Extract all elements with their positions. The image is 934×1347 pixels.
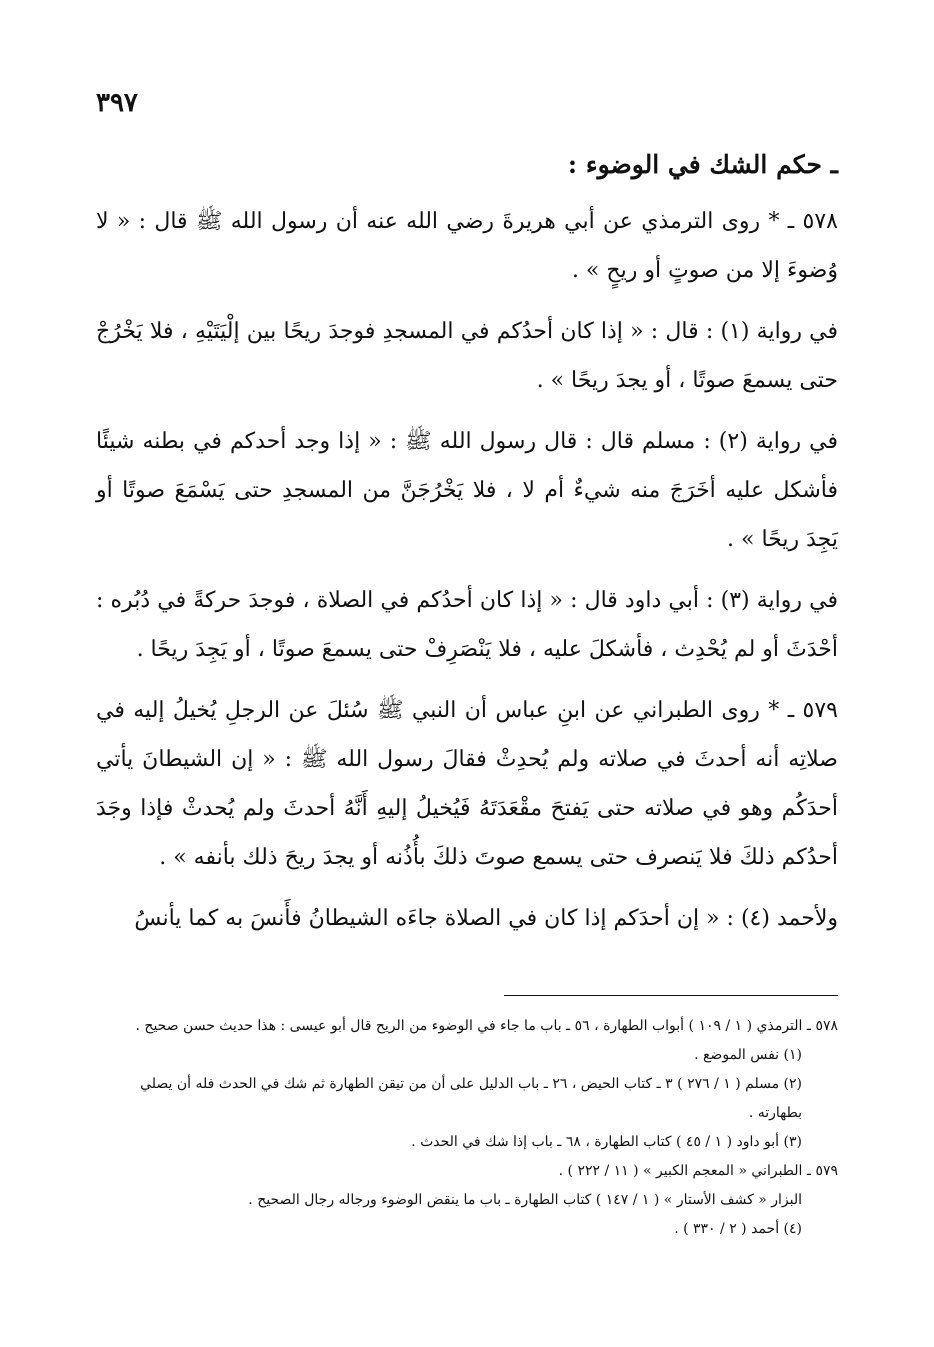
- footnote-4: (٤) أحمد ( ٢ / ٣٣٠ ) .: [674, 1221, 802, 1237]
- hadith-578: ٥٧٨ ـ * روى الترمذي عن أبي هريرةَ رضي الله عنه أن رسول الله ﷺ قال : « لا وُضوءَ إلا من صوتٍ أو ريحٍ » .: [96, 209, 838, 283]
- footnote-divider: [504, 995, 838, 996]
- footnote-1: (١) نفس الموضع .: [694, 1047, 802, 1063]
- footnote-578: ٥٧٨ ـ الترمذي ( ١ / ١٠٩ ) أبواب الطهارة ، ٥٦ ـ باب ما جاء في الوضوء من الريح قال أبو عيسى : هذا حديث حسن صحيح .: [135, 1018, 838, 1034]
- footnotes: [96, 1012, 838, 1244]
- riwaya-2: في رواية (٢) : مسلم قال : قال رسول الله ﷺ : « إذا وجد أحدكم في بطنه شيئًا فأشكل عليه أخَرَجَ منه شيءٌ أم لا ، فلا يَخْرُجَنَّ من المسجدِ حتى يَسْمَعَ صوتًا أو يَجِدَ ريحًا » .: [96, 429, 838, 552]
- footnote-579: ٥٧٩ ـ الطبراني « المعجم الكبير » ( ١١ / ٢٢٢ ) .: [558, 1163, 838, 1179]
- footnote-2: (٢) مسلم ( ١ / ٢٧٦ ) ٣ ـ كتاب الحيض ، ٢٦ ـ باب الدليل على أن من تيقن الطهارة ثم شك في الحدث فله أن يصلي بطهارته .: [140, 1076, 802, 1121]
- page-number: ٣٩٧: [96, 88, 138, 118]
- riwaya-3: في رواية (٣) : أبي داود قال : « إذا كان أحدُكم في الصلاة ، فوجدَ حركةً في دُبُره : أحْدَثَ أو لم يُحْدِث ، فأشكلَ عليه ، فلا يَنْصَرِفْ حتى يسمعَ صوتًا ، أو يَجِدَ ريحًا .: [96, 588, 838, 662]
- section-heading: ـ حكم الشك في الوضوء :: [567, 150, 838, 179]
- main-text: [96, 140, 838, 943]
- riwaya-ahmad: ولأحمد (٤) : « إن أحدَكم إذا كان في الصلاة جاءَه الشيطانُ فأَنسَ به كما يأنسُ: [134, 906, 838, 931]
- riwaya-1: في رواية (١) : قال : « إذا كان أحدُكم في المسجدِ فوجدَ ريحًا بين إلْيَتَيْهِ ، فلا يَخْرُجْ حتى يسمعَ صوتًا ، أو يجدَ ريحًا » .: [96, 319, 839, 393]
- footnote-3: (٣) أبو داود ( ١ / ٤٥ ) كتاب الطهارة ، ٦٨ ـ باب إذا شك في الحدث .: [411, 1134, 802, 1150]
- hadith-579: ٥٧٩ ـ * روى الطبراني عن ابنِ عباس أن النبي ﷺ سُئلَ عن الرجلِ يُخيلُ إليه في صلاتِه أنه أحدثَ في صلاته ولم يُحدِثْ فقالَ رسول الله ﷺ : « إن الشيطانَ يأتي أحدَكُم وهو في صلاته حتى يَفتحَ مقْعَدَتَهُ فَيُخيلُ إليهِ أَنَّهُ أحدثَ ولم يُحدثْ فإذا وجَدَ أحدُكم ذلكَ فلا يَنصرف حتى يسمع صوتَ ذلكَ بأُذُنه أو يجدَ ريحَ ذلك بأنفه » .: [96, 698, 838, 870]
- footnote-579-bazzar: البزار « كشف الأستار » ( ١ / ١٤٧ ) كتاب الطهارة ـ باب ما ينقض الوضوء ورجاله رجال الصحيح .: [248, 1192, 802, 1208]
